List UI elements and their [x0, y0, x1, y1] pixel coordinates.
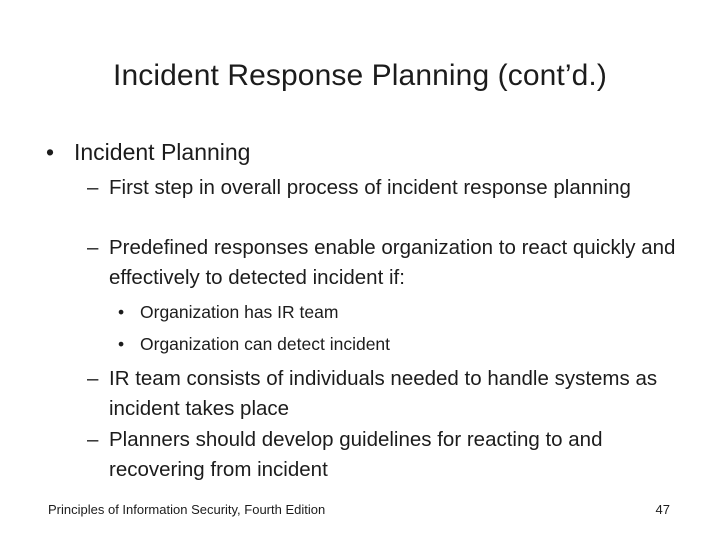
footer-source: Principles of Information Security, Fourth Edition — [48, 502, 326, 517]
sub-bullet-text: IR team consists of individuals needed to handle systems as incident takes place — [109, 367, 658, 420]
sub-sub-bullet-text: Organization has IR team — [140, 302, 339, 322]
sub-sub-bullet — [118, 333, 678, 355]
sub-bullet — [87, 364, 687, 424]
slide-title: Incident Response Planning (cont’d.) — [113, 59, 607, 92]
bullet-dot-icon: • — [118, 302, 125, 322]
sub-bullet-text: Planners should develop guidelines for reacting to and recovering from incident — [109, 428, 603, 481]
dash-icon: – — [87, 176, 99, 199]
dash-icon: – — [87, 367, 99, 390]
sub-bullet-text: First step in overall process of incident response planning — [109, 176, 631, 199]
sub-bullet-text: Predefined responses enable organization to react quickly and effectively to detected incident if: — [109, 236, 676, 289]
bullet-dot-icon: • — [46, 139, 55, 165]
sub-sub-bullet-text: Organization can detect incident — [140, 334, 391, 354]
dash-icon: – — [87, 236, 99, 259]
sub-bullet — [87, 425, 687, 485]
page-number: 47 — [655, 502, 670, 517]
sub-bullet — [87, 233, 687, 293]
sub-bullet — [87, 173, 687, 203]
sub-sub-bullet — [118, 301, 678, 323]
bullet-text: Incident Planning — [74, 139, 251, 165]
dash-icon: – — [87, 428, 99, 451]
bullet-dot-icon: • — [118, 334, 125, 354]
